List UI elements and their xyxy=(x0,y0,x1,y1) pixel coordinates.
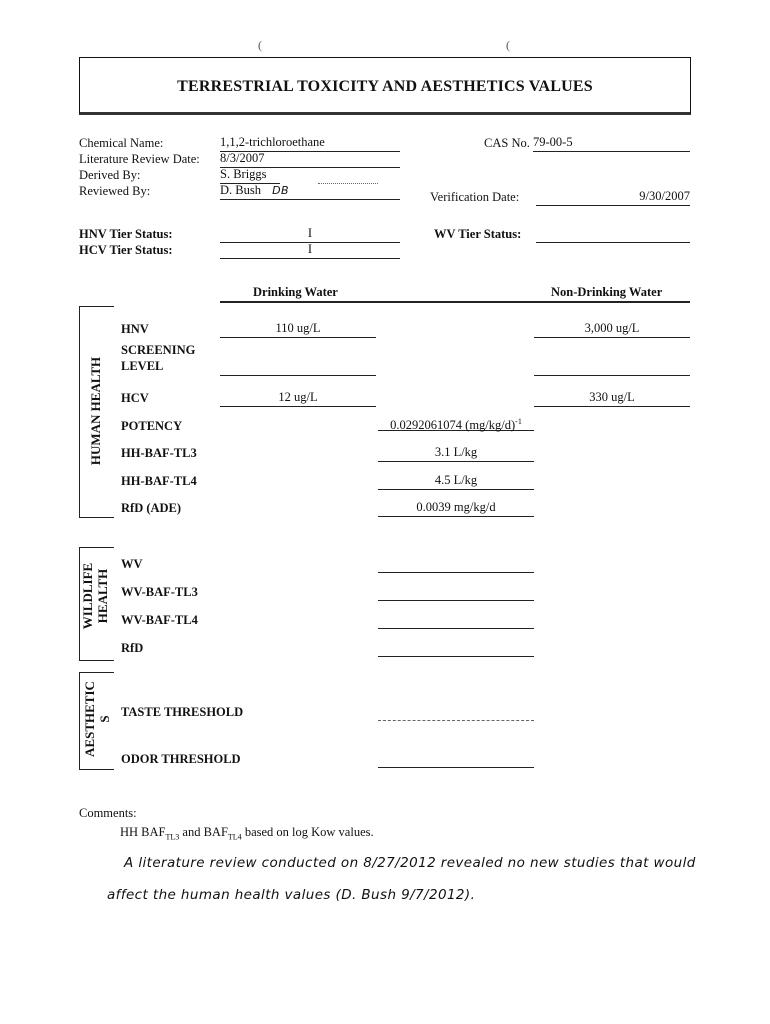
chemical-name-label: Chemical Name: xyxy=(79,136,164,150)
hh-baf-tl3-value: 3.1 L/kg xyxy=(378,445,534,462)
potency-label: POTENCY xyxy=(121,419,183,433)
rfd-ade-value: 0.0039 mg/kg/d xyxy=(378,500,534,517)
wv-label: WV xyxy=(121,557,143,571)
cas-label: CAS No. xyxy=(484,136,530,150)
wv-baf-tl3-label: WV-BAF-TL3 xyxy=(121,585,198,599)
non-drinking-water-header: Non-Drinking Water xyxy=(551,285,663,299)
hh-baf-tl3-label: HH-BAF-TL3 xyxy=(121,446,197,460)
hnv-drinking-value: 110 ug/L xyxy=(220,321,376,338)
comment-line-1 xyxy=(120,825,374,845)
verification-label: Verification Date: xyxy=(430,190,520,204)
wv-baf-tl3-value xyxy=(378,584,534,601)
derived-by-label: Derived By: xyxy=(79,168,141,182)
verification-date: 9/30/2007 xyxy=(536,189,690,206)
comment-text-3: based on log Kow values. xyxy=(241,825,374,839)
wv-value xyxy=(378,556,534,573)
wildlife-label-1: WILDLIFE xyxy=(80,562,95,630)
aesthetics-label-1: AESTHETIC xyxy=(82,681,97,757)
wildlife-label-2: HEALTH xyxy=(95,568,110,624)
lit-review-date: 8/3/2007 xyxy=(220,151,400,168)
wv-tier-value xyxy=(536,226,690,243)
reviewed-by-value xyxy=(220,183,400,200)
taste-threshold-value xyxy=(378,720,534,721)
hcv-nondrinking-value: 330 ug/L xyxy=(534,390,690,407)
comment-sub-2: TL4 xyxy=(227,832,242,842)
odor-threshold-label: ODOR THRESHOLD xyxy=(121,752,241,766)
comment-text-1: HH BAF xyxy=(120,825,166,839)
comment-text-2: and BAF xyxy=(179,825,228,839)
chemical-name-value: 1,1,2-trichloroethane xyxy=(220,135,400,152)
hnv-label: HNV xyxy=(121,322,149,336)
scan-mark: ( xyxy=(258,38,262,52)
screening-nondrinking-value xyxy=(534,359,690,376)
wildlife-rfd-value xyxy=(378,640,534,657)
wv-tier-label: WV Tier Status: xyxy=(434,227,522,241)
hcv-drinking-value: 12 ug/L xyxy=(220,390,376,407)
hnv-tier-value: I xyxy=(220,226,400,243)
hh-baf-tl4-label: HH-BAF-TL4 xyxy=(121,474,197,488)
header-box xyxy=(79,57,691,115)
hcv-tier-value: I xyxy=(220,242,400,259)
drinking-water-header: Drinking Water xyxy=(253,285,338,299)
hnv-tier-label: HNV Tier Status: xyxy=(79,227,173,241)
hnv-nondrinking-value: 3,000 ug/L xyxy=(534,321,690,338)
scan-mark: ( xyxy=(506,38,510,52)
wv-baf-tl4-label: WV-BAF-TL4 xyxy=(121,613,198,627)
comment-sub-1: TL3 xyxy=(165,832,180,842)
potency-value xyxy=(378,414,534,431)
rfd-ade-label: RfD (ADE) xyxy=(121,501,182,515)
wv-baf-tl4-value xyxy=(378,612,534,629)
lit-review-label: Literature Review Date: xyxy=(79,152,200,166)
reviewed-by-label: Reviewed By: xyxy=(79,184,151,198)
human-health-label: HUMAN HEALTH xyxy=(88,356,103,466)
taste-threshold-label: TASTE THRESHOLD xyxy=(121,705,244,719)
wildlife-rfd-label: RfD xyxy=(121,641,144,655)
cas-value: 79-00-5 xyxy=(533,135,690,152)
handwritten-comment-2: affect the human health values (D. Bush 9/7/2012). xyxy=(107,887,476,903)
column-header-rule xyxy=(220,301,690,303)
potency-exponent: -1 xyxy=(515,417,522,426)
hcv-label: HCV xyxy=(121,391,149,405)
reviewed-by-name: D. Bush xyxy=(220,183,261,197)
derived-by-value: S. Briggs xyxy=(220,167,280,184)
potency-number: 0.0292061074 (mg/kg/d) xyxy=(390,418,516,433)
hh-baf-tl4-value: 4.5 L/kg xyxy=(378,473,534,490)
odor-threshold-value xyxy=(378,751,534,768)
screening-drinking-value xyxy=(220,359,376,376)
screening-label-2: LEVEL xyxy=(121,359,164,373)
comments-label: Comments: xyxy=(79,806,137,820)
handwritten-comment-1: A literature review conducted on 8/27/2012 revealed no new studies that would xyxy=(124,855,696,871)
page-title: TERRESTRIAL TOXICITY AND AESTHETICS VALUES xyxy=(177,78,593,95)
reviewer-initials: DB xyxy=(272,184,289,197)
aesthetics-label-2: S xyxy=(97,715,112,723)
screening-label-1: SCREENING xyxy=(121,343,196,357)
hcv-tier-label: HCV Tier Status: xyxy=(79,243,173,257)
